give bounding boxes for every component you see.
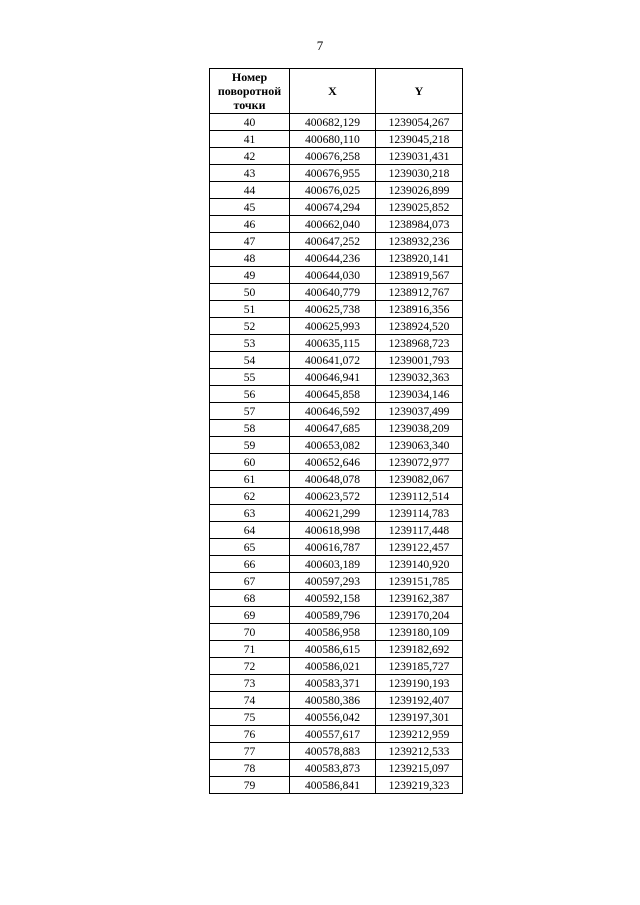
cell-x: 400592,158: [290, 590, 376, 607]
cell-x: 400635,115: [290, 335, 376, 352]
cell-y: 1239212,533: [376, 743, 463, 760]
cell-x: 400618,998: [290, 522, 376, 539]
cell-point-number: 57: [210, 403, 290, 420]
cell-y: 1239180,109: [376, 624, 463, 641]
table-row: [210, 692, 463, 709]
cell-x: 400641,072: [290, 352, 376, 369]
cell-y: 1239182,692: [376, 641, 463, 658]
cell-x: 400586,841: [290, 777, 376, 794]
cell-point-number: 49: [210, 267, 290, 284]
cell-y: 1239215,097: [376, 760, 463, 777]
cell-y: 1239063,340: [376, 437, 463, 454]
cell-y: 1238968,723: [376, 335, 463, 352]
header-y: Y: [376, 69, 463, 114]
cell-point-number: 68: [210, 590, 290, 607]
cell-x: 400652,646: [290, 454, 376, 471]
table-row: [210, 522, 463, 539]
table-row: [210, 216, 463, 233]
table-row: [210, 539, 463, 556]
table-row: [210, 641, 463, 658]
cell-y: 1238932,236: [376, 233, 463, 250]
cell-x: 400578,883: [290, 743, 376, 760]
cell-x: 400653,082: [290, 437, 376, 454]
table-row: [210, 114, 463, 131]
cell-x: 400682,129: [290, 114, 376, 131]
table-row: [210, 148, 463, 165]
cell-point-number: 60: [210, 454, 290, 471]
table-row: [210, 369, 463, 386]
table-row: [210, 233, 463, 250]
cell-point-number: 42: [210, 148, 290, 165]
cell-x: 400644,236: [290, 250, 376, 267]
table-row: [210, 573, 463, 590]
cell-x: 400645,858: [290, 386, 376, 403]
cell-y: 1239112,514: [376, 488, 463, 505]
table-header: [210, 69, 463, 114]
cell-point-number: 69: [210, 607, 290, 624]
cell-x: 400616,787: [290, 539, 376, 556]
cell-y: 1239114,783: [376, 505, 463, 522]
cell-x: 400648,078: [290, 471, 376, 488]
cell-point-number: 58: [210, 420, 290, 437]
table-row: [210, 131, 463, 148]
cell-y: 1239197,301: [376, 709, 463, 726]
cell-point-number: 43: [210, 165, 290, 182]
cell-y: 1238924,520: [376, 318, 463, 335]
table-row: [210, 743, 463, 760]
cell-x: 400676,258: [290, 148, 376, 165]
cell-x: 400644,030: [290, 267, 376, 284]
cell-x: 400586,615: [290, 641, 376, 658]
table-row: [210, 556, 463, 573]
table-row: [210, 267, 463, 284]
cell-point-number: 59: [210, 437, 290, 454]
table-row: [210, 607, 463, 624]
cell-point-number: 54: [210, 352, 290, 369]
cell-point-number: 71: [210, 641, 290, 658]
cell-y: 1239151,785: [376, 573, 463, 590]
cell-y: 1239031,431: [376, 148, 463, 165]
cell-y: 1239212,959: [376, 726, 463, 743]
cell-point-number: 51: [210, 301, 290, 318]
cell-x: 400557,617: [290, 726, 376, 743]
cell-x: 400646,941: [290, 369, 376, 386]
table-row: [210, 488, 463, 505]
cell-point-number: 74: [210, 692, 290, 709]
header-x: X: [290, 69, 376, 114]
cell-point-number: 47: [210, 233, 290, 250]
table-row: [210, 624, 463, 641]
cell-point-number: 64: [210, 522, 290, 539]
cell-point-number: 46: [210, 216, 290, 233]
cell-x: 400646,592: [290, 403, 376, 420]
table-row: [210, 675, 463, 692]
cell-y: 1239054,267: [376, 114, 463, 131]
cell-point-number: 44: [210, 182, 290, 199]
page-number: 7: [316, 38, 324, 53]
cell-y: 1239190,193: [376, 675, 463, 692]
cell-point-number: 62: [210, 488, 290, 505]
cell-point-number: 40: [210, 114, 290, 131]
cell-point-number: 78: [210, 760, 290, 777]
cell-x: 400676,955: [290, 165, 376, 182]
cell-y: 1239162,387: [376, 590, 463, 607]
cell-x: 400597,293: [290, 573, 376, 590]
cell-y: 1239037,499: [376, 403, 463, 420]
cell-x: 400583,371: [290, 675, 376, 692]
table-row: [210, 335, 463, 352]
cell-point-number: 79: [210, 777, 290, 794]
cell-y: 1238912,767: [376, 284, 463, 301]
cell-y: 1239117,448: [376, 522, 463, 539]
table-row: [210, 760, 463, 777]
cell-x: 400586,021: [290, 658, 376, 675]
cell-x: 400647,685: [290, 420, 376, 437]
cell-x: 400674,294: [290, 199, 376, 216]
cell-point-number: 56: [210, 386, 290, 403]
header-point-number: Номер поворотной точки: [210, 69, 290, 114]
cell-point-number: 53: [210, 335, 290, 352]
cell-x: 400556,042: [290, 709, 376, 726]
table-row: [210, 386, 463, 403]
cell-x: 400586,958: [290, 624, 376, 641]
cell-x: 400676,025: [290, 182, 376, 199]
cell-point-number: 67: [210, 573, 290, 590]
cell-x: 400662,040: [290, 216, 376, 233]
table-row: [210, 590, 463, 607]
cell-x: 400580,386: [290, 692, 376, 709]
cell-x: 400680,110: [290, 131, 376, 148]
cell-point-number: 76: [210, 726, 290, 743]
cell-x: 400640,779: [290, 284, 376, 301]
cell-y: 1239170,204: [376, 607, 463, 624]
table-row: [210, 777, 463, 794]
table-row: [210, 352, 463, 369]
cell-y: 1239140,920: [376, 556, 463, 573]
cell-y: 1239026,899: [376, 182, 463, 199]
cell-y: 1239072,977: [376, 454, 463, 471]
cell-point-number: 45: [210, 199, 290, 216]
cell-y: 1238984,073: [376, 216, 463, 233]
cell-y: 1238916,356: [376, 301, 463, 318]
cell-x: 400621,299: [290, 505, 376, 522]
cell-y: 1239025,852: [376, 199, 463, 216]
table-row: [210, 250, 463, 267]
cell-y: 1239045,218: [376, 131, 463, 148]
table-row: [210, 658, 463, 675]
cell-x: 400623,572: [290, 488, 376, 505]
cell-point-number: 72: [210, 658, 290, 675]
cell-point-number: 41: [210, 131, 290, 148]
table-row: [210, 437, 463, 454]
cell-y: 1239122,457: [376, 539, 463, 556]
table-row: [210, 726, 463, 743]
cell-y: 1239219,323: [376, 777, 463, 794]
cell-y: 1239082,067: [376, 471, 463, 488]
cell-y: 1239030,218: [376, 165, 463, 182]
cell-x: 400603,189: [290, 556, 376, 573]
cell-point-number: 50: [210, 284, 290, 301]
table-body: [210, 114, 463, 794]
cell-y: 1239032,363: [376, 369, 463, 386]
table-row: [210, 403, 463, 420]
cell-y: 1239192,407: [376, 692, 463, 709]
cell-x: 400583,873: [290, 760, 376, 777]
table-row: [210, 318, 463, 335]
cell-point-number: 73: [210, 675, 290, 692]
cell-point-number: 61: [210, 471, 290, 488]
table-row: [210, 709, 463, 726]
cell-point-number: 75: [210, 709, 290, 726]
table-row: [210, 199, 463, 216]
cell-point-number: 65: [210, 539, 290, 556]
table-row: [210, 505, 463, 522]
cell-point-number: 52: [210, 318, 290, 335]
table-row: [210, 165, 463, 182]
table-row: [210, 284, 463, 301]
cell-point-number: 48: [210, 250, 290, 267]
cell-point-number: 66: [210, 556, 290, 573]
cell-point-number: 55: [210, 369, 290, 386]
cell-y: 1238920,141: [376, 250, 463, 267]
cell-y: 1239038,209: [376, 420, 463, 437]
cell-x: 400589,796: [290, 607, 376, 624]
table-row: [210, 301, 463, 318]
cell-x: 400625,738: [290, 301, 376, 318]
table-row: [210, 454, 463, 471]
cell-y: 1239034,146: [376, 386, 463, 403]
header-row: [210, 69, 463, 114]
table-row: [210, 471, 463, 488]
cell-y: 1238919,567: [376, 267, 463, 284]
table-row: [210, 182, 463, 199]
table-row: [210, 420, 463, 437]
cell-y: 1239001,793: [376, 352, 463, 369]
cell-x: 400647,252: [290, 233, 376, 250]
cell-x: 400625,993: [290, 318, 376, 335]
cell-y: 1239185,727: [376, 658, 463, 675]
cell-point-number: 63: [210, 505, 290, 522]
cell-point-number: 70: [210, 624, 290, 641]
coordinates-table: [209, 68, 463, 794]
cell-point-number: 77: [210, 743, 290, 760]
